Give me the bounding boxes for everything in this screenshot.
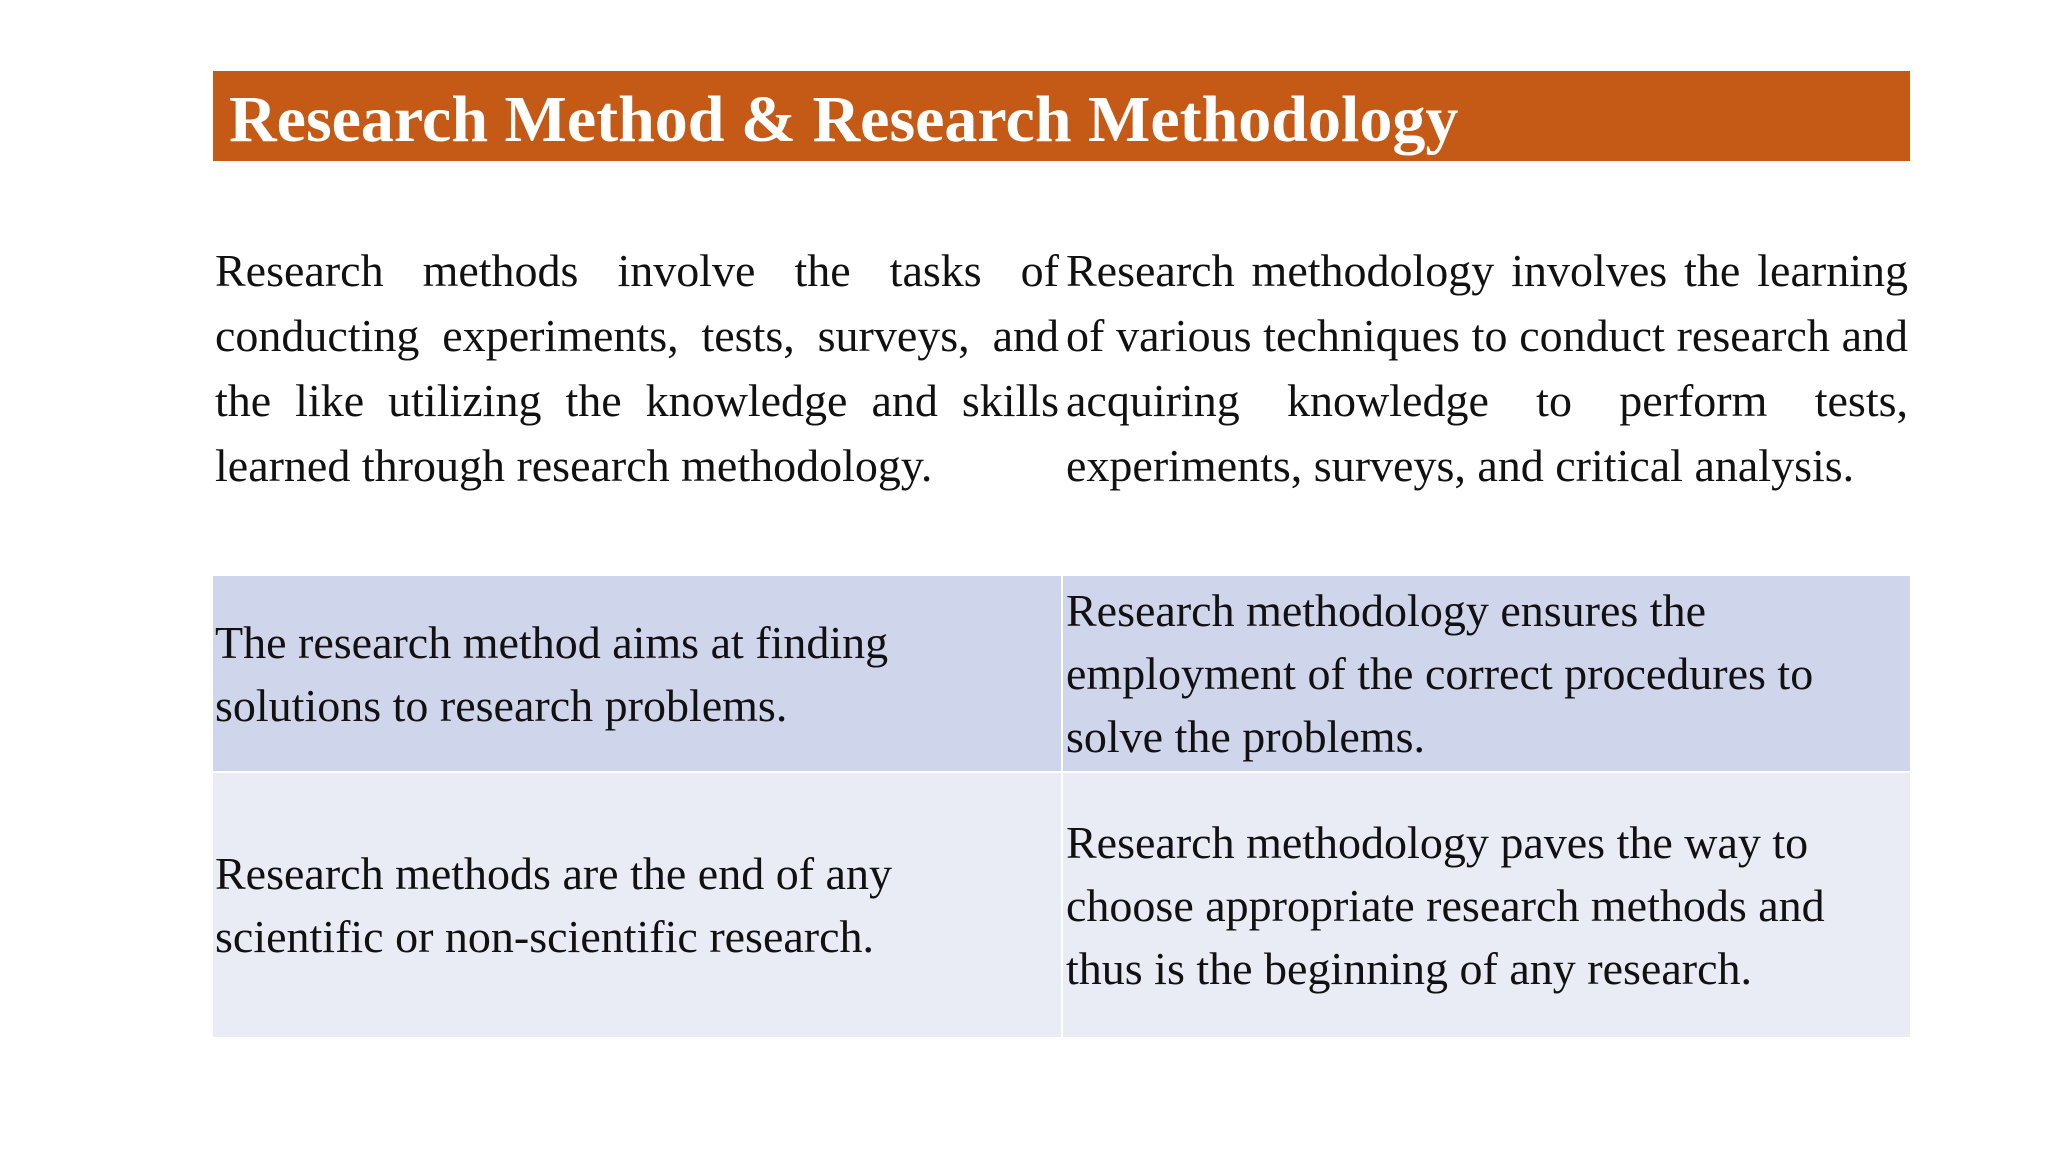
methodology-cell	[1063, 773, 1910, 1037]
method-text: The research method aims at finding solutions to research problems.	[215, 616, 889, 731]
methodology-cell	[1063, 161, 1910, 574]
table-row	[213, 771, 1910, 1037]
methodology-cell	[1063, 576, 1910, 771]
methodology-text: Research methodology paves the way to choose appropriate research methods and thus is the beginning of any research.	[1066, 816, 1825, 994]
method-text: Research methods are the end of any scientific or non-scientific research.	[215, 848, 892, 962]
comparison-table	[213, 161, 1910, 1037]
methodology-text: Research methodology ensures the employment of the correct procedures to solve the problems.	[1066, 585, 1814, 762]
table-row	[213, 161, 1910, 574]
method-cell	[213, 161, 1063, 574]
title-bar	[213, 71, 1910, 161]
method-cell	[213, 773, 1063, 1037]
table-row	[213, 574, 1910, 771]
methodology-text: Research methodology involves the learning of various techniques to conduct research and acquiring knowledge to perform tests, experiments, surveys, and critical analysis.	[1066, 244, 1908, 491]
method-cell	[213, 576, 1063, 771]
method-text: Research methods involve the tasks of conducting experiments, tests, surveys, and the like utilizing the knowledge and skills learned through research methodology.	[215, 244, 1059, 491]
slide-title: Research Method & Research Methodology	[229, 83, 1459, 156]
